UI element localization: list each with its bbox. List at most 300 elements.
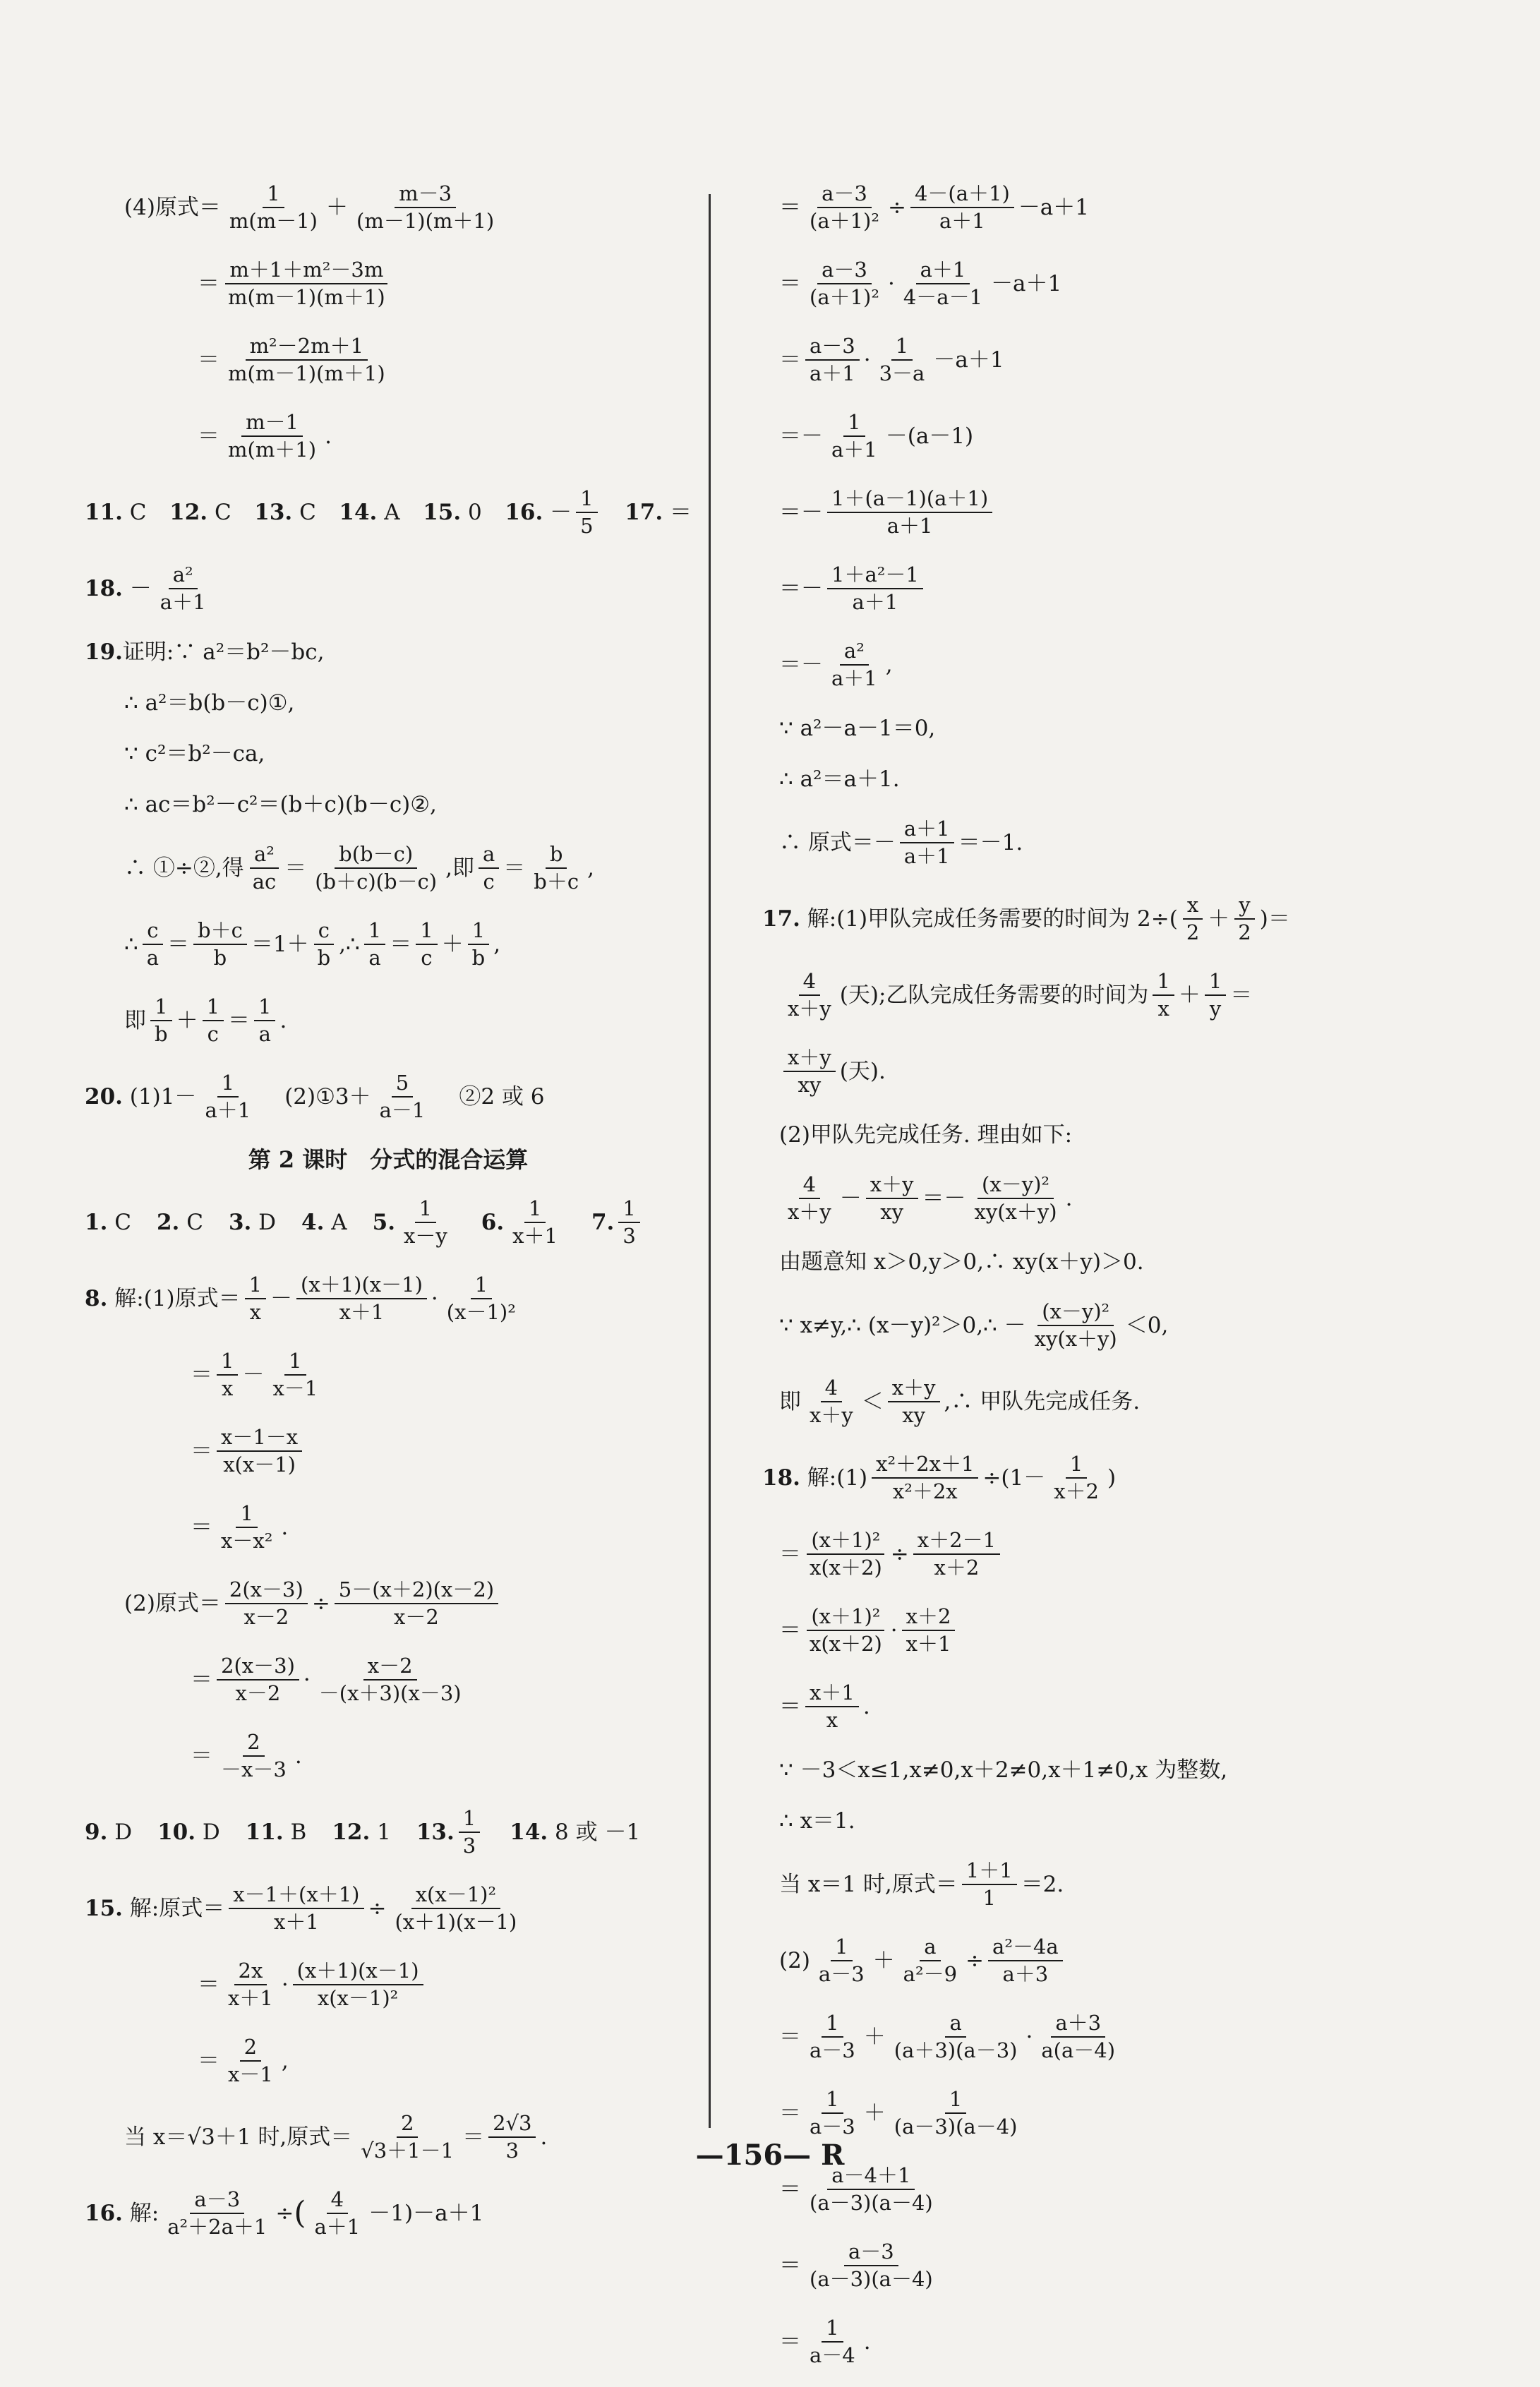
numerator: 1 [524,1196,546,1223]
numerator: 1 [263,181,284,208]
left-column [85,176,692,2259]
solution-line [762,1930,1468,1992]
fraction [248,841,281,896]
numerator: 1 [203,994,224,1021]
solution-line [762,812,1468,874]
question-number: 12. [169,499,208,525]
math-text: ∵ x≠y,∴ (x－y)²＞0,∴ － [779,1312,1026,1338]
denominator: ac [252,870,277,894]
numerator: a [479,841,499,869]
math-text: . [279,1007,287,1033]
solution-line [762,1167,1468,1229]
solution-line [762,2006,1468,2068]
denominator: a＋1 [886,514,933,538]
question-number: 14. [510,1819,548,1845]
numerator: a＋3 [1051,2010,1105,2038]
math-text: ∴ a²＝a＋1. [779,766,900,792]
solution-line [85,1649,692,1711]
fraction [193,918,247,972]
numerator: 1 [236,1501,257,1528]
numerator: (x＋1)² [807,1604,884,1631]
question-number: 17. [625,499,663,525]
solution-line [85,735,692,772]
fraction [814,1934,869,1988]
denominator: x＋y [788,997,831,1021]
math-text: · [281,1971,289,1997]
fraction [872,1451,978,1505]
solution-line [762,2082,1468,2144]
math-text: ÷ [275,2200,294,2226]
math-text: 8 或 －1 [555,1819,641,1845]
denominator: a－4 [810,2343,855,2367]
numerator: a [920,1934,940,1961]
math-text: . [294,1743,302,1769]
math-text: ,即 [445,855,474,881]
solution-line [762,1117,1468,1153]
fraction [618,1196,639,1250]
math-text: ∵ c²＝b²－ca, [124,740,265,766]
solution-line [85,1496,692,1558]
math-text: ＝－ [779,575,823,601]
math-text: B [290,1819,307,1845]
denominator: x－1 [272,1376,318,1400]
numerator: a－4＋1 [827,2163,915,2190]
fraction [224,2034,277,2088]
question-number: 1. [85,1209,108,1235]
denominator: 3－a [879,361,925,385]
numerator: 2√3 [488,2110,536,2138]
numerator: x＋2 [902,1604,956,1631]
denominator: a²－9 [903,1962,958,1986]
numerator: a²－4a [988,1934,1063,1961]
numerator: a² [840,638,869,666]
math-text: D [202,1819,220,1845]
fraction [805,257,884,311]
denominator: (m－1)(m＋1) [356,209,495,233]
denominator: m(m－1)(m＋1) [228,285,385,309]
denominator: b [213,946,227,970]
math-text: ,∴ [339,931,360,957]
denominator: x(x－1)² [317,1986,399,2010]
numerator: 1 [468,918,489,945]
solution-line [762,710,1468,747]
fraction [224,257,390,311]
fraction [827,486,992,540]
denominator: √3＋1－1 [361,2139,455,2163]
numerator: 2 [243,1729,264,1757]
fraction [576,486,597,540]
math-text: C [299,499,316,525]
math-text: ＝ [191,1438,212,1464]
solution-line [762,1676,1468,1738]
math-text: ＝ [198,1971,219,1997]
question-number: 13. [254,499,293,525]
question-number: 3. [228,1209,252,1235]
math-text: A [384,499,400,525]
fraction [217,1653,299,1707]
solution-line [762,964,1468,1026]
math-text: ＝ [167,931,190,957]
solution-line [762,1244,1468,1280]
denominator: x＋1 [906,1632,951,1656]
numerator: x [1183,892,1203,920]
fraction [224,1958,277,2012]
denominator: b [471,946,486,970]
numerator: x－1＋(x＋1) [229,1882,363,1909]
fraction [468,918,490,972]
denominator: a²＋2a＋1 [167,2215,267,2239]
denominator: a＋1 [810,361,855,385]
math-text: ＝ [390,931,412,957]
math-text: ＋ [176,1007,198,1033]
denominator: －x－3 [221,1757,287,1781]
fraction [224,333,390,387]
math-text: A [331,1209,347,1235]
math-text: , [281,2048,289,2074]
denominator: a＋1 [903,844,950,868]
fraction [150,994,172,1048]
fraction [225,1577,308,1631]
math-text: － [242,1361,265,1388]
numerator: a＋1 [916,257,970,284]
math-text: － [839,1185,862,1211]
fraction [315,1653,466,1707]
math-text: －a＋1 [1018,194,1090,220]
numerator: x＋y [888,1375,940,1402]
denominator: (b＋c)(b－c) [315,870,438,894]
math-text: (天);乙队完成任务需要的时间为 [839,982,1149,1008]
numerator: 2 [240,2034,261,2062]
denominator: c [421,946,433,970]
denominator: x－2 [235,1681,281,1705]
fraction [805,333,860,387]
math-text: ＝ [779,2252,801,2278]
math-text: ＝－1. [958,829,1023,855]
fraction [970,1172,1061,1226]
numerator: 4 [799,1172,820,1199]
fraction [805,181,884,235]
solution-line [762,1752,1468,1788]
math-text: ( [294,2195,306,2231]
answer-line [762,1447,1468,1509]
numerator: 2 [397,2110,418,2138]
numerator: a² [250,841,279,869]
answer-line [85,558,692,620]
numerator: x－1－x [217,1424,302,1452]
numerator: m－3 [395,181,456,208]
fraction [217,1348,238,1402]
denominator: x＋y [810,1403,853,1427]
math-text: . [862,1693,870,1719]
numerator: 1 [843,409,865,437]
numerator: x(x－1)² [411,1882,500,1909]
math-text: ＝ [198,347,219,373]
fraction [268,1348,322,1402]
numerator: (x－y)² [977,1172,1054,1199]
denominator: y [1209,997,1222,1021]
fraction [390,1882,521,1936]
numerator: 1 [1205,968,1226,996]
numerator: a² [169,562,198,589]
question-number: 12. [332,1819,371,1845]
question-number: 6. [481,1209,505,1235]
solution-line [85,405,692,467]
math-text: . [863,2328,871,2355]
answer-line [85,481,692,543]
numerator: 1 [217,1070,239,1098]
math-text: ＝ [284,855,307,881]
denominator: 3 [505,2139,519,2163]
denominator: x [249,1300,261,1324]
solution-line [85,913,692,975]
denominator: x [1157,997,1169,1021]
solution-line [762,1371,1468,1433]
page-number: —156— R [695,2139,845,2172]
denominator: a＋3 [1002,1962,1049,1986]
numerator: (x＋1)(x－1) [296,1272,427,1299]
solution-line [85,253,692,315]
numerator: 1 [416,918,437,945]
denominator: x [826,1708,838,1732]
math-text: ) [1107,1465,1117,1491]
denominator: b [317,946,331,970]
solution-line [85,176,692,239]
math-text: , [493,931,501,957]
numerator: a－3 [805,333,860,361]
fraction [443,1272,520,1326]
fraction [827,409,882,464]
denominator: a＋1 [831,438,877,462]
math-text: C [114,1209,131,1235]
denominator: xy [798,1073,822,1097]
question-number: 9. [85,1819,108,1845]
numerator: c [314,918,334,945]
math-text: ∴ ①÷②,得 [124,855,244,881]
math-text: 由题意知 x＞0,y＞0,∴ xy(x＋y)＞0. [779,1249,1144,1275]
denominator: x＋2 [934,1556,980,1580]
solution-line [85,685,692,721]
fraction [783,968,836,1023]
denominator: xy [880,1200,903,1224]
math-text: ÷ [888,194,906,220]
denominator: a＋1 [314,2215,361,2239]
denominator: (a－3)(a－4) [810,2191,933,2215]
math-text: ＋ [1208,906,1230,932]
math-text: ÷(1－ [982,1465,1046,1491]
question-number: 8. [85,1285,108,1311]
numerator: 1 [576,486,597,513]
denominator: x(x＋2) [810,1632,882,1656]
math-text: ∴ [124,931,138,957]
math-text: ＝ [198,270,219,296]
fraction [313,918,335,972]
numerator: b [546,841,567,869]
denominator: x＋1 [339,1300,385,1324]
math-text: －1)－a＋1 [368,2200,484,2226]
solution-line [85,1344,692,1406]
numerator: a－3 [817,181,872,208]
math-text: ＋ [863,2024,886,2050]
math-text: ＝ [670,499,692,525]
fraction [229,1882,363,1936]
solution-line [762,761,1468,798]
answer-line [762,888,1468,950]
fraction [245,1272,266,1326]
numerator: a－3 [817,257,872,284]
math-text: 0 [468,499,482,525]
numerator: 1 [415,1196,436,1223]
solution-line [762,2311,1468,2373]
denominator: x＋2 [1054,1479,1100,1503]
solution-line [762,253,1468,315]
column-divider [709,194,711,2128]
question-number: 10. [157,1819,196,1845]
numerator: m＋1＋m²－3m [225,257,387,284]
numerator: 2(x－3) [217,1653,299,1680]
math-text: · [431,1285,438,1311]
solution-line [85,786,692,823]
solution-line [85,1573,692,1635]
fraction [156,562,210,616]
numerator: 4 [821,1375,842,1402]
denominator: a(a－4) [1041,2038,1116,2062]
fraction [1049,1451,1103,1505]
numerator: (x＋1)² [807,1527,884,1555]
numerator: 1＋a²－1 [827,562,923,589]
numerator: 1 [254,994,275,1021]
fraction [866,1172,918,1226]
math-text: C [186,1209,203,1235]
denominator: c [207,1022,219,1046]
solution-line [85,1954,692,2016]
fraction [783,1172,836,1226]
fraction [1030,1299,1121,1353]
math-text: ＝ [191,1743,212,1769]
numerator: a－3 [190,2187,244,2214]
question-number: 19. [85,639,123,665]
fraction [364,918,385,972]
fraction [1153,968,1174,1023]
numerator: 1 [364,918,385,945]
fraction [900,816,954,870]
question-number: 11. [245,1819,284,1845]
math-text: ＝ [228,1007,251,1033]
math-text: C [214,499,231,525]
numerator: x＋y [783,1045,836,1072]
math-text: 解:(1)甲队完成任务需要的时间为 2÷( [807,906,1178,932]
fraction [888,1375,940,1429]
solution-line [762,176,1468,239]
solution-line [762,1599,1468,1661]
math-text: ＋ [1178,982,1201,1008]
math-text: (2)原式＝ [124,1590,221,1616]
denominator: a－3 [818,1962,865,1986]
solution-line [762,1294,1468,1357]
math-text: －(a－1) [885,423,974,449]
numerator: 1 [284,1348,306,1376]
numerator: 4－(a＋1) [910,181,1014,208]
right-column [762,176,1468,2387]
denominator: 3 [462,1834,476,1858]
denominator: (x－1)² [446,1300,516,1324]
fraction [311,2187,365,2241]
math-text: ＝1＋ [251,931,309,957]
denominator: 4－a－1 [903,285,983,309]
math-text: ∴ a²＝b(b－c)①, [124,690,295,716]
numerator: 1 [471,1272,492,1299]
question-number: 2. [156,1209,180,1235]
math-text: ＝ [779,1693,801,1719]
math-text: ÷ [890,1541,909,1567]
numerator: x＋2－1 [913,1527,1000,1555]
question-number: 5. [372,1209,396,1235]
fraction [254,994,275,1048]
denominator: x＋1 [228,1986,273,2010]
fraction [783,1045,836,1099]
denominator: 2 [1238,920,1251,944]
fraction [352,181,498,235]
fraction [890,2010,1022,2064]
math-text: 解:(1) [807,1465,868,1491]
solution-line [762,1853,1468,1916]
numerator: 1 [945,2086,966,2114]
numerator: 1 [150,994,172,1021]
math-text: 1 [377,1819,391,1845]
denominator: a [146,946,160,970]
math-text: － [270,1285,293,1311]
fraction [163,2187,271,2241]
question-number: 13. [416,1819,455,1845]
math-text: 当 x＝1 时,原式＝ [779,1871,958,1897]
numerator: 1 [245,1272,266,1299]
fraction [459,1805,480,1860]
fraction [217,1729,291,1784]
math-text: ＝ [191,1361,212,1388]
math-text: － [129,575,152,601]
denominator: x－y [404,1224,447,1248]
denominator: a－1 [379,1098,426,1122]
fraction [416,918,437,972]
fraction [875,333,930,387]
fraction [913,1527,1000,1582]
denominator: (a－3)(a－4) [894,2115,1018,2139]
fraction [1037,2010,1119,2064]
math-text: ＜0, [1125,1312,1169,1338]
math-text: －a＋1 [933,347,1004,373]
math-text: (4)原式＝ [124,194,221,220]
denominator: x＋1 [512,1224,558,1248]
numerator: m－1 [241,409,303,437]
numerator: 1 [891,333,913,361]
answer-line [85,1066,692,1128]
math-text: (1)1－ [129,1083,197,1110]
section-heading: 第 2 课时 分式的混合运算 [248,1146,529,1173]
answer-line [85,1801,692,1863]
math-text: D [114,1819,133,1845]
math-text: ÷ [965,1947,985,1973]
math-text: ＝ [191,1514,212,1540]
math-text: . [325,423,332,449]
denominator: a [258,1022,271,1046]
fraction [375,1070,430,1124]
fraction [805,2010,860,2064]
denominator: xy [902,1403,925,1427]
math-text: ÷ [311,1590,330,1616]
math-text: ＝ [503,855,526,881]
denominator: 2 [1186,920,1200,944]
fraction [1205,968,1226,1023]
numerator: 1 [822,2086,843,2114]
